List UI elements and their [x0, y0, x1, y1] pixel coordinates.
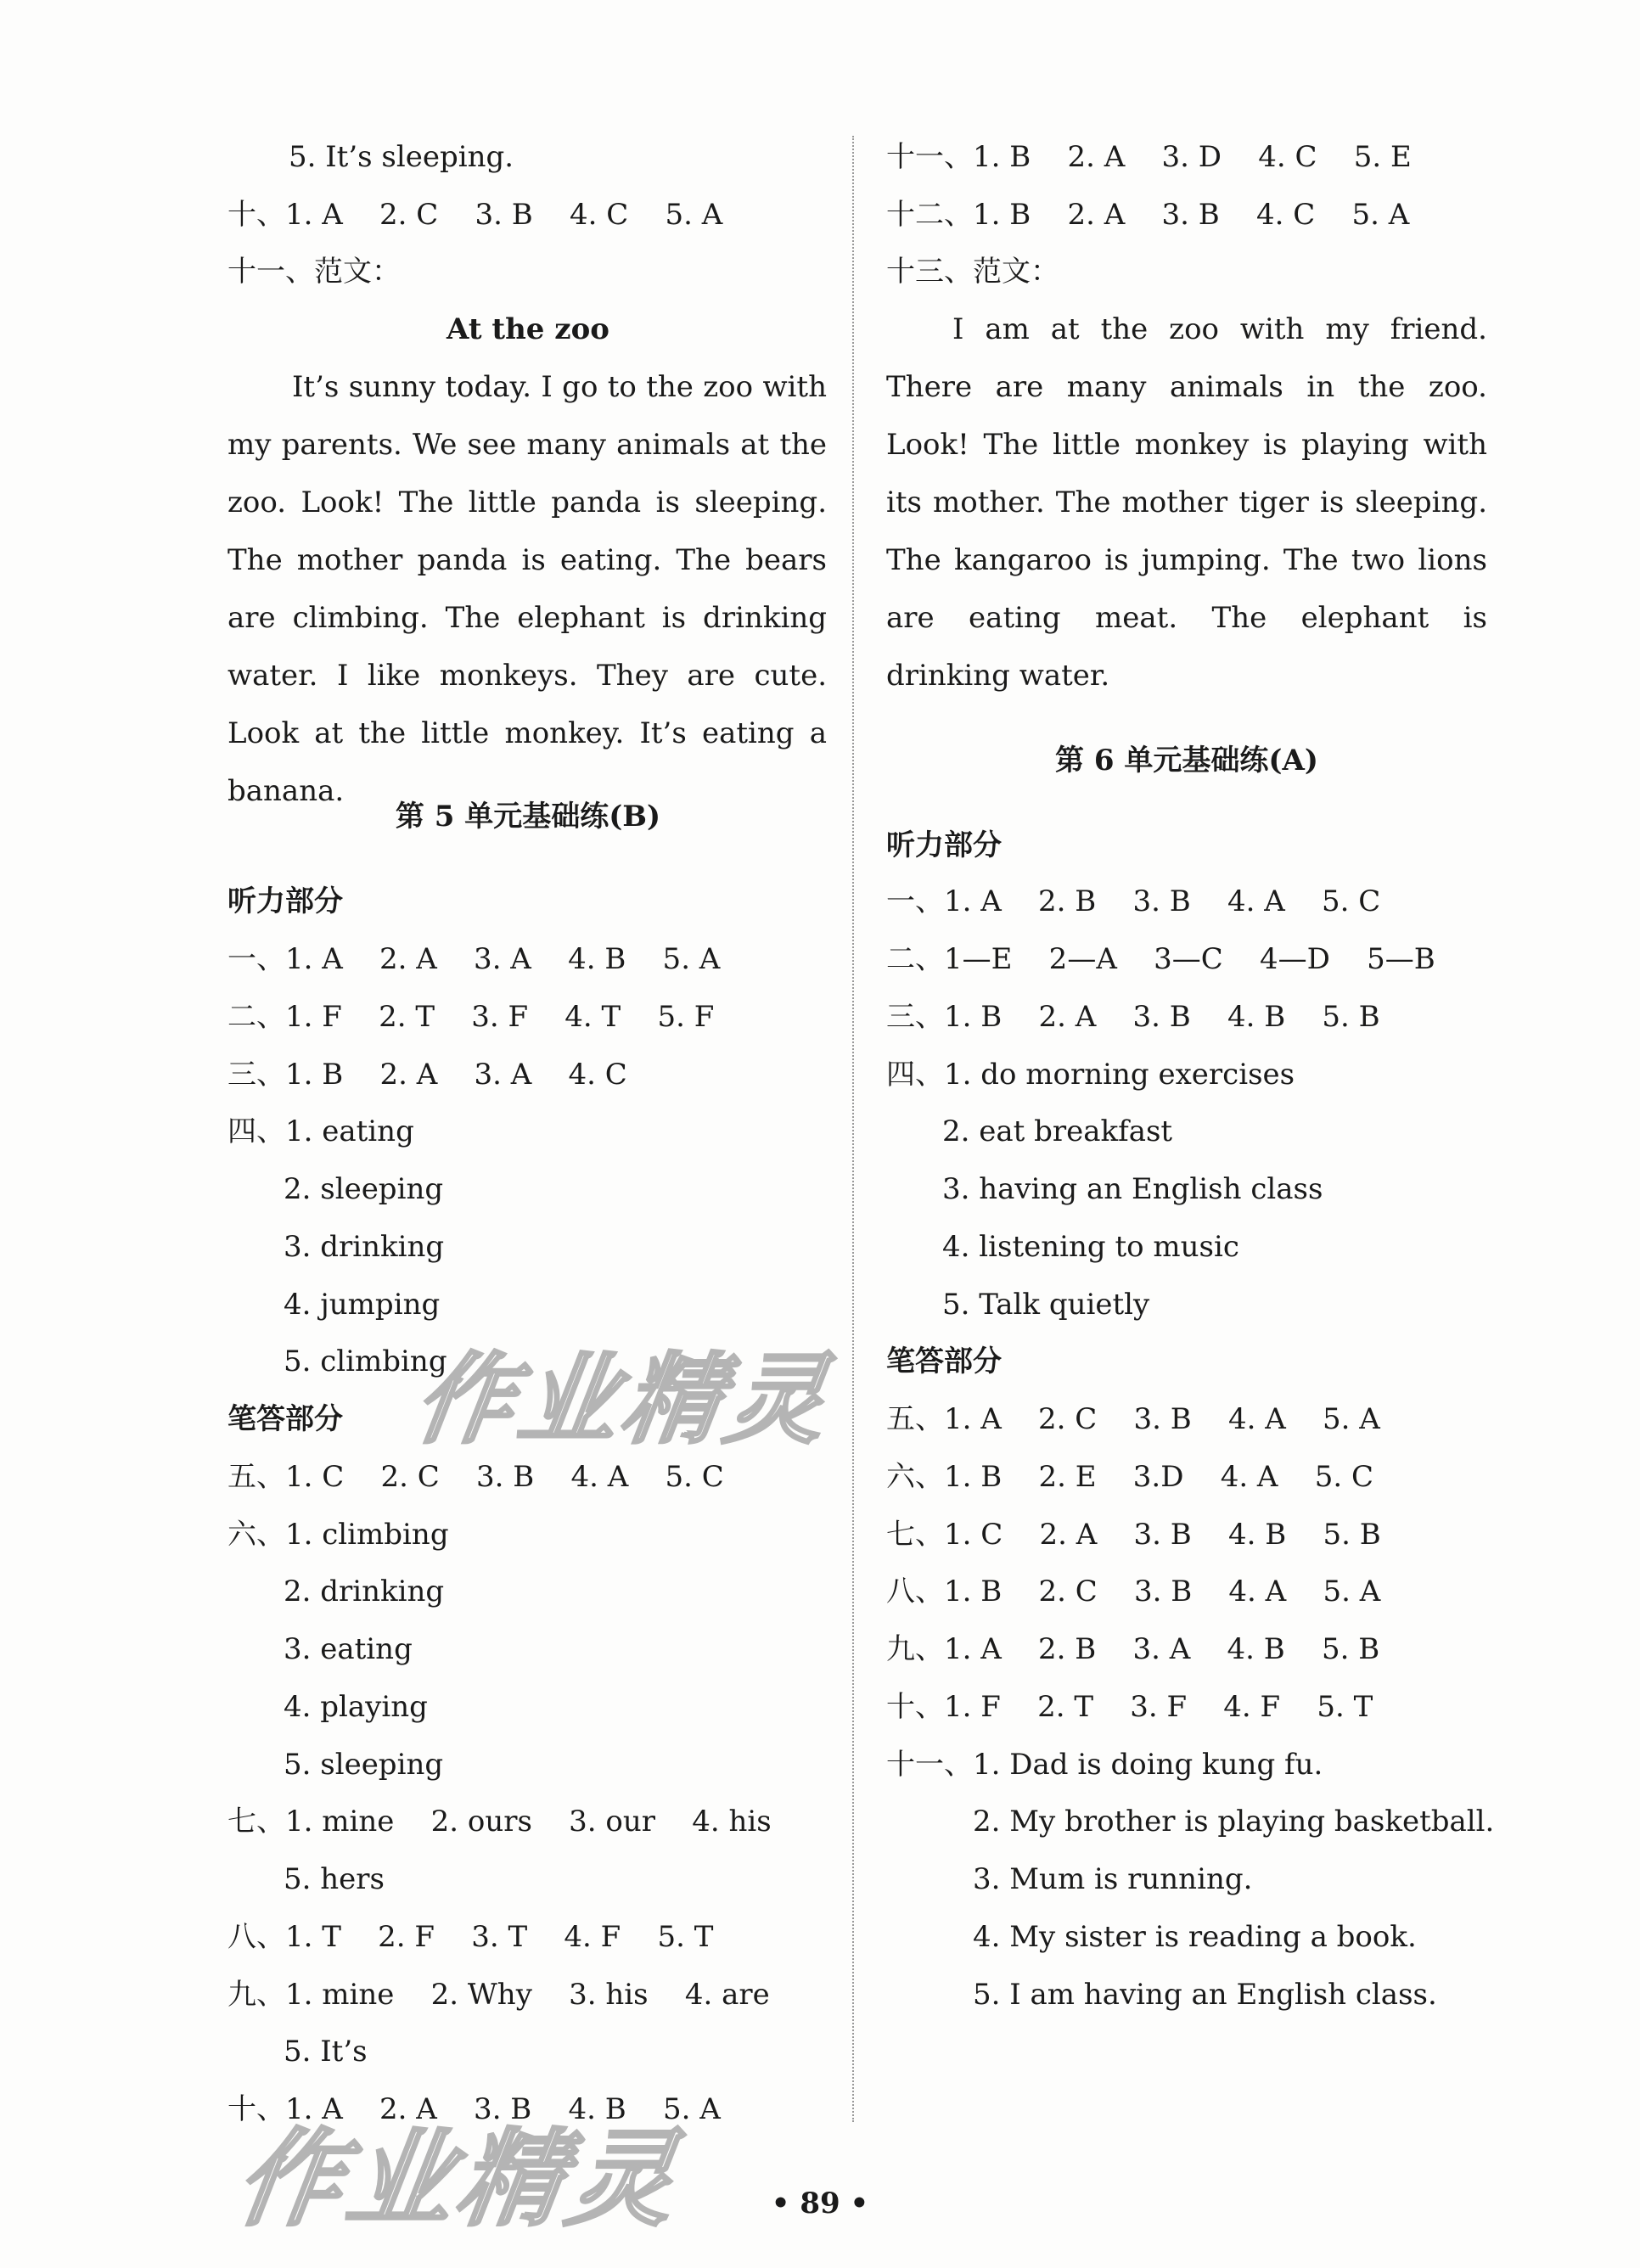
left-answer-6-5: 5. sleeping [284, 1748, 444, 1782]
left-answer-1: 一、1. A 2. A 3. A 4. B 5. A [227, 942, 721, 976]
left-answer-9-5: 5. It’s [284, 2035, 368, 2069]
right-answer-6: 六、1. B 2. E 3.D 4. A 5. C [886, 1460, 1373, 1494]
right-answer-11b: 十一、1. Dad is doing kung fu. [886, 1748, 1323, 1782]
left-answer-7: 七、1. mine 2. ours 3. our 4. his [227, 1805, 772, 1839]
left-essay-label: 十一、范文： [227, 255, 401, 289]
left-answer-9: 九、1. mine 2. Why 3. his 4. are [227, 1978, 770, 2012]
right-answer-5: 五、1. A 2. C 3. B 4. A 5. A [886, 1402, 1380, 1436]
left-answer-6-2: 2. drinking [284, 1575, 445, 1608]
right-answer-4-5: 5. Talk quietly [942, 1288, 1150, 1322]
right-answer-1: 一、1. A 2. B 3. B 4. A 5. C [886, 884, 1381, 918]
left-answer-4-4: 4. jumping [284, 1288, 441, 1322]
watermark-bottom: 作业精灵 [228, 2119, 688, 2241]
left-answer-6: 六、1. climbing [227, 1518, 449, 1552]
left-answer-4-3: 3. drinking [284, 1230, 445, 1264]
right-answer-4-4: 4. listening to music [942, 1230, 1239, 1264]
right-answer-8: 八、1. B 2. C 3. B 4. A 5. A [886, 1575, 1381, 1608]
left-answer-4-2: 2. sleeping [284, 1172, 444, 1206]
left-answer-10: 十、1. A 2. C 3. B 4. C 5. A [227, 198, 723, 232]
right-essay-label: 十三、范文： [886, 255, 1059, 289]
left-line-sleeping: 5. It’s sleeping. [289, 140, 514, 174]
right-answer-4-3: 3. having an English class [942, 1172, 1323, 1206]
right-essay: I am at the zoo with my friend. There are many animals in the zoo. Look! The little monkey is playing with its mother. The mother tiger is sleeping. The kangaroo is jumping. The two lions are eating meat. The elephant is drinking water. [886, 312, 1487, 693]
right-answer-4-2: 2. eat breakfast [942, 1114, 1173, 1148]
right-answer-11: 十一、1. B 2. A 3. D 4. C 5. E [886, 140, 1412, 174]
left-answer-6-4: 4. playing [284, 1690, 428, 1724]
watermark-middle: 作业精灵 [407, 1343, 839, 1457]
right-answer-7: 七、1. C 2. A 3. B 4. B 5. B [886, 1518, 1381, 1552]
left-essay: It’s sunny today. I go to the zoo with my parents. We see many animals at the zoo. Look! The little panda is sleeping. The mother panda is eating. The bears are climbing. The elephant is drinking water. I like monkeys. They are cute. Look at the little monkey. It’s eating a banana. [227, 370, 827, 808]
right-answer-3: 三、1. B 2. A 3. B 4. B 5. B [886, 1000, 1380, 1034]
left-answer-10b: 十、1. A 2. A 3. B 4. B 5. A [227, 2092, 721, 2126]
right-answer-9: 九、1. A 2. B 3. A 4. B 5. B [886, 1632, 1380, 1666]
left-written-heading: 笔答部分 [227, 1402, 343, 1436]
right-answer-11-4: 4. My sister is reading a book. [973, 1920, 1417, 1954]
right-listening-heading: 听力部分 [886, 828, 1002, 862]
right-answer-11-3: 3. Mum is running. [973, 1862, 1253, 1896]
column-divider [852, 136, 854, 2122]
left-answer-7-5: 5. hers [284, 1862, 385, 1896]
right-answer-12: 十二、1. B 2. A 3. B 4. C 5. A [886, 198, 1410, 232]
left-answer-3: 三、1. B 2. A 3. A 4. C [227, 1058, 627, 1092]
right-answer-11-5: 5. I am having an English class. [973, 1978, 1437, 2012]
unit-6a-title: 第 6 单元基础练(A) [1055, 744, 1318, 778]
unit-5b-title: 第 5 单元基础练(B) [395, 800, 661, 834]
right-written-heading: 笔答部分 [886, 1345, 1002, 1378]
right-answer-10: 十、1. F 2. T 3. F 4. F 5. T [886, 1690, 1373, 1724]
page-number: • 89 • [771, 2187, 869, 2220]
right-answer-11-2: 2. My brother is playing basketball. [973, 1805, 1495, 1839]
left-answer-2: 二、1. F 2. T 3. F 4. T 5. F [227, 1000, 715, 1034]
left-answer-6-3: 3. eating [284, 1632, 413, 1666]
left-answer-4: 四、1. eating [227, 1114, 414, 1148]
left-answer-8: 八、1. T 2. F 3. T 4. F 5. T [227, 1920, 714, 1954]
left-answer-5: 五、1. C 2. C 3. B 4. A 5. C [227, 1460, 724, 1494]
right-answer-2: 二、1—E 2—A 3—C 4—D 5—B [886, 942, 1435, 976]
left-answer-4-5: 5. climbing [284, 1345, 447, 1378]
left-listening-heading: 听力部分 [227, 884, 343, 918]
essay-title: At the zoo [447, 312, 609, 346]
right-answer-4: 四、1. do morning exercises [886, 1058, 1295, 1092]
